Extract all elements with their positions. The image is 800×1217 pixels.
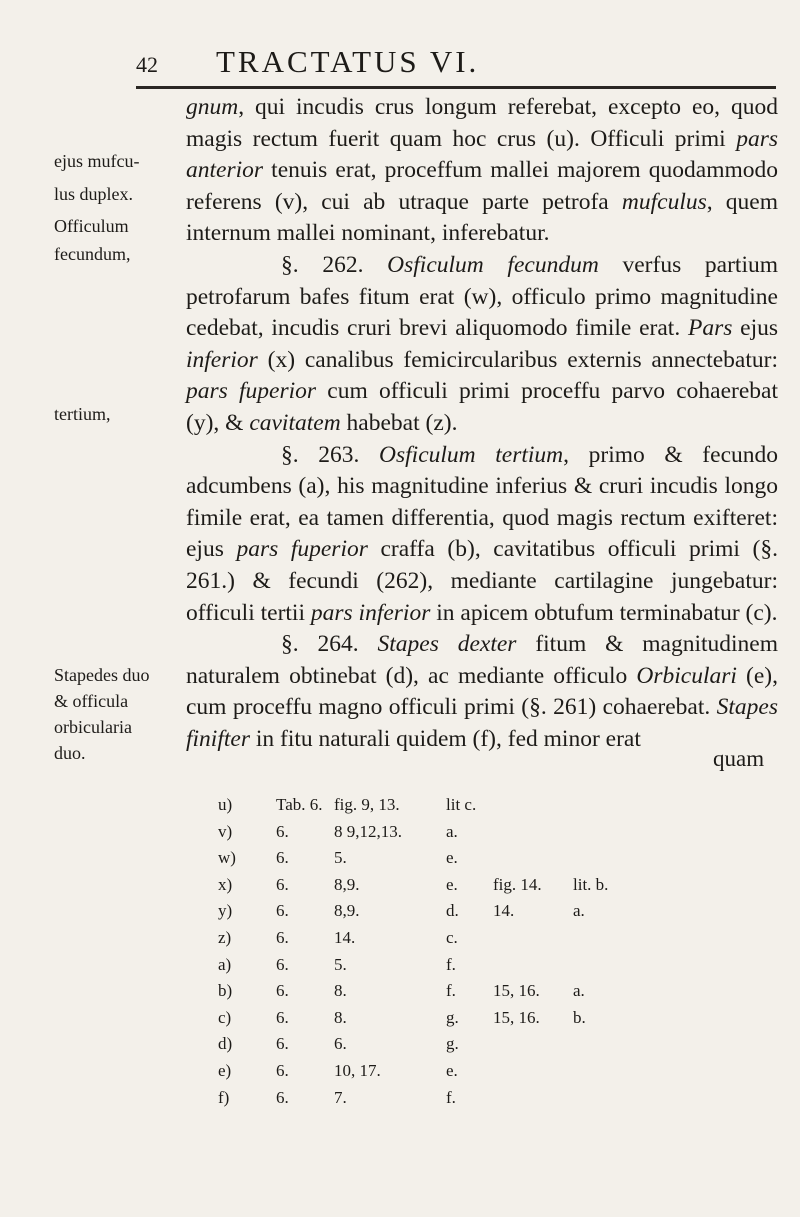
italic-text: pars fuperior [186, 378, 317, 405]
page-number: 42 [136, 52, 158, 77]
margin-note: lus duplex. [54, 184, 133, 204]
footnote-cell: z) [218, 928, 232, 947]
footnote-cell: 14. [334, 928, 356, 947]
italic-text: gnum [186, 94, 239, 120]
text-run: §. 262. [281, 251, 388, 278]
text-run: , quem internum mallei nominant, inferebatur. [186, 188, 778, 247]
footnote-cell: 8,9. [334, 901, 360, 921]
footnote-cell: 8. [334, 1007, 347, 1027]
footnote-cell: a. [573, 901, 585, 921]
footnote-cell: 8. [334, 981, 347, 1001]
footnote-cell: 7. [334, 1087, 347, 1107]
footnote-cell: 8 9,12,13. [334, 821, 402, 841]
footnote-cell: 6. [334, 1034, 347, 1054]
footnote-cell: w) [218, 848, 236, 868]
paragraph [186, 440, 778, 630]
text-run: ejus [732, 315, 778, 342]
footnote-cell: g. [446, 1007, 459, 1027]
footnote-cell: e. [446, 1061, 458, 1080]
text-run: (e), cum proceffu magno officuli primi (§. 261) cohaerebat. [186, 662, 778, 721]
paragraph [186, 629, 778, 755]
footnote-cell: 6. [276, 821, 289, 841]
italic-text: Orbiculari [636, 662, 737, 689]
italic-text: Stapes finifter [186, 694, 778, 752]
italic-text: mufculus [621, 188, 707, 215]
footnote-cell: a) [218, 954, 232, 974]
italic-text: pars anterior [186, 125, 778, 184]
footnote-cell: f. [446, 981, 456, 1001]
footnote-cell: 5. [334, 848, 347, 868]
footnote-cell: d. [446, 901, 459, 921]
margin-note: ejus mufcu- [54, 151, 140, 171]
footnote-cell: 6. [276, 981, 289, 1001]
footnote-cell: f. [446, 954, 456, 974]
footnote-cell: 6. [276, 848, 289, 868]
margin-note: duo. [54, 743, 86, 763]
text-run: , primo & fecundo adcumbens (a), his magnitudine inferius & cruri incudis longo fimile erat, ea tamen differentia, quod magis rectum exifteret: ejus [186, 441, 778, 563]
footnote-cell: f. [446, 1087, 456, 1107]
footnote-cell: 6. [276, 954, 289, 974]
footnote-cell: b. [573, 1007, 586, 1027]
italic-text: Pars [687, 315, 733, 342]
footnote-cell: e. [446, 874, 458, 894]
margin-note: fecundum, [54, 244, 131, 264]
footnote-cell: x) [218, 874, 233, 894]
body-text [186, 92, 778, 755]
text-run: cum officuli primi proceffu parvo cohaerebat (y), & [186, 378, 778, 436]
footnote-cell: v) [218, 821, 233, 841]
margin-note: Officulum [54, 216, 129, 236]
footnote-cell: 15, 16. [493, 981, 540, 1001]
footnote-cell: b) [218, 981, 233, 1001]
text-run: craffa (b), cavitatibus officuli primi (§. 261.) & fecundi (262), mediante cartilagine jungebatur: officuli tertii [186, 536, 778, 626]
footnote-cell: 10, 17. [334, 1061, 381, 1080]
text-run: in apicem obtufum terminabatur (c). [430, 599, 778, 626]
catchword: quam [713, 746, 765, 771]
text-run: habebat (z). [340, 409, 458, 436]
footnote-cell: 6. [276, 901, 289, 921]
footnote-cell: 5. [334, 954, 347, 974]
footnote-cell: a. [446, 821, 458, 841]
italic-text: Osficulum tertium [379, 441, 564, 468]
footnote-cell: c) [218, 1007, 232, 1027]
paragraph [186, 92, 778, 250]
footnote-cell: e) [218, 1061, 232, 1080]
running-title: TRACTATUS VI. [216, 44, 480, 79]
footnote-cell: Tab. 6. [276, 795, 323, 814]
footnote-cell: 6. [276, 874, 289, 894]
footnote-cell: 6. [276, 1087, 289, 1107]
text-run: §. 264. [281, 631, 378, 658]
footnote-cell: g. [446, 1034, 459, 1054]
footnote-cell: 6. [276, 928, 289, 947]
italic-text: Stapes dexter [377, 631, 517, 658]
footnote-cell: 15, 16. [493, 1007, 540, 1027]
text-run: (x) canalibus femicircularibus externis annectebatur: [257, 346, 778, 373]
footnote-cell: lit. b. [573, 874, 609, 894]
footnote-cell: y) [218, 901, 233, 921]
text-run: tenuis erat, proceffum mallei majorem quodammodo referens (v), cui ab utraque parte petrofa [186, 157, 778, 215]
text-run: fitum & magnitudinem naturalem obtinebat (d), ac mediante officulo [186, 631, 779, 689]
italic-text: pars inferior [310, 599, 431, 626]
italic-text: inferior [186, 346, 258, 373]
footnote-cell: u) [218, 795, 233, 814]
paragraph [186, 250, 778, 440]
footnote-cell: 6. [276, 1061, 289, 1080]
footnote-cell: 8,9. [334, 874, 360, 894]
text-run: §. 263. [281, 441, 380, 468]
footnote-cell: 14. [493, 901, 515, 921]
footnote-cell: lit c. [446, 795, 477, 814]
margin-note: tertium, [54, 404, 111, 424]
italic-text: pars fuperior [236, 536, 368, 563]
footnote-cell: fig. 9, 13. [334, 795, 400, 814]
margin-note: Stapedes duo [54, 665, 150, 685]
italic-text: cavitatem [249, 409, 341, 436]
footnote-cell: f) [218, 1087, 230, 1107]
footnote-cell: 6. [276, 1034, 289, 1054]
footnote-cell: e. [446, 848, 458, 868]
header-rule [136, 86, 776, 89]
text-run: , qui incudis crus longum referebat, excepto eo, quod magis rectum fuerit quam hoc crus (u). Officuli primi [186, 94, 778, 152]
text-run: verfus partium petrofarum bafes fitum erat (w), officulo primo magnitudine cedebat, incudis cruri brevi aliquomodo fimile erat. [186, 251, 778, 342]
footnote-cell: fig. 14. [493, 874, 542, 894]
italic-text: Osficulum fecundum [387, 251, 599, 278]
footnote-cell: 6. [276, 1007, 289, 1027]
footnote-cell: c. [446, 928, 458, 947]
footnote-cell: a. [573, 981, 585, 1001]
margin-note: & officula [54, 691, 129, 711]
footnote-cell: d) [218, 1034, 233, 1054]
text-run: in fitu naturali quidem (f), fed minor erat [249, 725, 641, 752]
margin-note: orbicularia [54, 717, 132, 737]
